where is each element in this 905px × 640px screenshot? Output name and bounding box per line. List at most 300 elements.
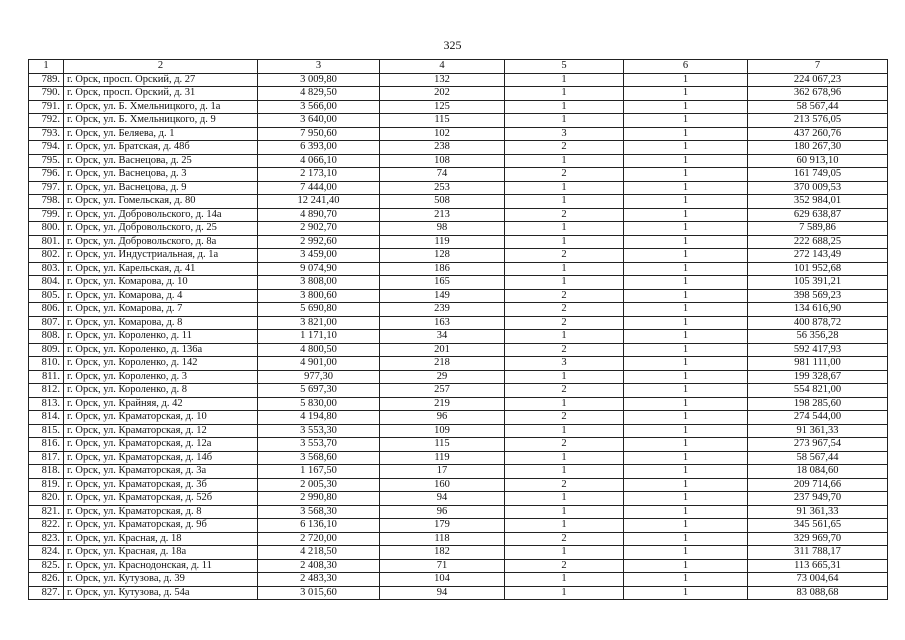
column-header-6: 6	[624, 60, 748, 74]
value-6: 1	[624, 465, 748, 479]
table-row	[29, 573, 888, 587]
value-5: 2	[505, 141, 624, 155]
amount-value: 91 361,33	[748, 424, 888, 438]
count-value: 74	[380, 168, 505, 182]
address: г. Орск, ул. Короленко, д. 11	[64, 330, 258, 344]
table-row	[29, 87, 888, 101]
value-6: 1	[624, 573, 748, 587]
value-5: 1	[505, 424, 624, 438]
address: г. Орск, ул. Короленко, д. 3	[64, 370, 258, 384]
value-6: 1	[624, 195, 748, 209]
row-number: 803.	[29, 262, 64, 276]
area-value: 1 167,50	[258, 465, 380, 479]
area-value: 4 066,10	[258, 154, 380, 168]
amount-value: 60 913,10	[748, 154, 888, 168]
value-5: 1	[505, 262, 624, 276]
row-number: 826.	[29, 573, 64, 587]
area-value: 3 553,70	[258, 438, 380, 452]
amount-value: 83 088,68	[748, 586, 888, 600]
value-6: 1	[624, 73, 748, 87]
value-6: 1	[624, 222, 748, 236]
table-row	[29, 303, 888, 317]
value-5: 1	[505, 397, 624, 411]
address: г. Орск, ул. Краматорская, д. 3б	[64, 478, 258, 492]
table-row	[29, 424, 888, 438]
amount-value: 199 328,67	[748, 370, 888, 384]
value-6: 1	[624, 276, 748, 290]
area-value: 1 171,10	[258, 330, 380, 344]
value-5: 2	[505, 289, 624, 303]
area-value: 6 136,10	[258, 519, 380, 533]
amount-value: 352 984,01	[748, 195, 888, 209]
row-number: 813.	[29, 397, 64, 411]
row-number: 804.	[29, 276, 64, 290]
row-number: 790.	[29, 87, 64, 101]
area-value: 2 990,80	[258, 492, 380, 506]
count-value: 163	[380, 316, 505, 330]
count-value: 96	[380, 505, 505, 519]
table-row	[29, 222, 888, 236]
value-6: 1	[624, 87, 748, 101]
count-value: 29	[380, 370, 505, 384]
count-value: 94	[380, 492, 505, 506]
area-value: 3 459,00	[258, 249, 380, 263]
row-number: 811.	[29, 370, 64, 384]
row-number: 802.	[29, 249, 64, 263]
row-number: 814.	[29, 411, 64, 425]
count-value: 125	[380, 100, 505, 114]
value-6: 1	[624, 505, 748, 519]
count-value: 202	[380, 87, 505, 101]
table-row	[29, 168, 888, 182]
value-6: 1	[624, 532, 748, 546]
row-number: 794.	[29, 141, 64, 155]
count-value: 34	[380, 330, 505, 344]
table-row	[29, 451, 888, 465]
row-number: 827.	[29, 586, 64, 600]
row-number: 795.	[29, 154, 64, 168]
table-row	[29, 478, 888, 492]
value-5: 2	[505, 316, 624, 330]
value-5: 1	[505, 505, 624, 519]
amount-value: 222 688,25	[748, 235, 888, 249]
table-row	[29, 330, 888, 344]
amount-value: 105 391,21	[748, 276, 888, 290]
amount-value: 437 260,76	[748, 127, 888, 141]
address: г. Орск, ул. Комарова, д. 7	[64, 303, 258, 317]
value-5: 1	[505, 114, 624, 128]
amount-value: 400 878,72	[748, 316, 888, 330]
row-number: 800.	[29, 222, 64, 236]
table-row	[29, 465, 888, 479]
area-value: 2 173,10	[258, 168, 380, 182]
count-value: 508	[380, 195, 505, 209]
count-value: 149	[380, 289, 505, 303]
amount-value: 398 569,23	[748, 289, 888, 303]
value-6: 1	[624, 316, 748, 330]
count-value: 119	[380, 235, 505, 249]
table-row	[29, 276, 888, 290]
value-6: 1	[624, 235, 748, 249]
area-value: 3 015,60	[258, 586, 380, 600]
area-value: 2 902,70	[258, 222, 380, 236]
count-value: 165	[380, 276, 505, 290]
table-row	[29, 492, 888, 506]
amount-value: 273 967,54	[748, 438, 888, 452]
address: г. Орск, ул. Краматорская, д. 8	[64, 505, 258, 519]
value-5: 3	[505, 127, 624, 141]
table-row	[29, 141, 888, 155]
value-5: 1	[505, 195, 624, 209]
table-row	[29, 316, 888, 330]
amount-value: 362 678,96	[748, 87, 888, 101]
address: г. Орск, ул. Краматорская, д. 3а	[64, 465, 258, 479]
count-value: 186	[380, 262, 505, 276]
amount-value: 981 111,00	[748, 357, 888, 371]
value-5: 2	[505, 478, 624, 492]
address: г. Орск, ул. Красная, д. 18	[64, 532, 258, 546]
count-value: 119	[380, 451, 505, 465]
value-6: 1	[624, 492, 748, 506]
row-number: 806.	[29, 303, 64, 317]
count-value: 257	[380, 384, 505, 398]
address: г. Орск, ул. Васнецова, д. 3	[64, 168, 258, 182]
address: г. Орск, ул. Индустриальная, д. 1а	[64, 249, 258, 263]
amount-value: 161 749,05	[748, 168, 888, 182]
count-value: 96	[380, 411, 505, 425]
value-6: 1	[624, 370, 748, 384]
row-number: 815.	[29, 424, 64, 438]
row-number: 797.	[29, 181, 64, 195]
count-value: 94	[380, 586, 505, 600]
value-5: 1	[505, 222, 624, 236]
address: г. Орск, ул. Добровольского, д. 8а	[64, 235, 258, 249]
amount-value: 101 952,68	[748, 262, 888, 276]
area-value: 4 901,00	[258, 357, 380, 371]
column-header-3: 3	[258, 60, 380, 74]
area-value: 2 408,30	[258, 559, 380, 573]
count-value: 17	[380, 465, 505, 479]
value-5: 1	[505, 235, 624, 249]
value-6: 1	[624, 451, 748, 465]
address: г. Орск, ул. Короленко, д. 136а	[64, 343, 258, 357]
table-row	[29, 357, 888, 371]
amount-value: 554 821,00	[748, 384, 888, 398]
table-row	[29, 411, 888, 425]
area-value: 2 483,30	[258, 573, 380, 587]
count-value: 104	[380, 573, 505, 587]
amount-value: 56 356,28	[748, 330, 888, 344]
row-number: 808.	[29, 330, 64, 344]
row-number: 796.	[29, 168, 64, 182]
amount-value: 370 009,53	[748, 181, 888, 195]
table-row	[29, 114, 888, 128]
amount-value: 329 969,70	[748, 532, 888, 546]
row-number: 822.	[29, 519, 64, 533]
area-value: 7 950,60	[258, 127, 380, 141]
count-value: 115	[380, 114, 505, 128]
table-row	[29, 289, 888, 303]
table-row	[29, 262, 888, 276]
value-6: 1	[624, 168, 748, 182]
table-row	[29, 235, 888, 249]
table-row	[29, 397, 888, 411]
value-5: 1	[505, 87, 624, 101]
count-value: 128	[380, 249, 505, 263]
amount-value: 7 589,86	[748, 222, 888, 236]
area-value: 5 690,80	[258, 303, 380, 317]
row-number: 819.	[29, 478, 64, 492]
count-value: 239	[380, 303, 505, 317]
address: г. Орск, ул. Краматорская, д. 12а	[64, 438, 258, 452]
value-5: 1	[505, 73, 624, 87]
row-number: 824.	[29, 546, 64, 560]
housing-registry-table	[28, 59, 888, 600]
value-5: 1	[505, 451, 624, 465]
address: г. Орск, ул. Кутузова, д. 39	[64, 573, 258, 587]
row-number: 792.	[29, 114, 64, 128]
amount-value: 180 267,30	[748, 141, 888, 155]
count-value: 118	[380, 532, 505, 546]
row-number: 801.	[29, 235, 64, 249]
value-5: 1	[505, 276, 624, 290]
value-5: 2	[505, 411, 624, 425]
value-5: 3	[505, 357, 624, 371]
amount-value: 113 665,31	[748, 559, 888, 573]
value-6: 1	[624, 141, 748, 155]
row-number: 805.	[29, 289, 64, 303]
value-5: 2	[505, 438, 624, 452]
value-6: 1	[624, 438, 748, 452]
row-number: 798.	[29, 195, 64, 209]
amount-value: 91 361,33	[748, 505, 888, 519]
area-value: 12 241,40	[258, 195, 380, 209]
count-value: 238	[380, 141, 505, 155]
area-value: 2 005,30	[258, 478, 380, 492]
amount-value: 73 004,64	[748, 573, 888, 587]
amount-value: 134 616,90	[748, 303, 888, 317]
value-5: 2	[505, 559, 624, 573]
row-number: 820.	[29, 492, 64, 506]
area-value: 3 568,30	[258, 505, 380, 519]
area-value: 3 821,00	[258, 316, 380, 330]
column-header-7: 7	[748, 60, 888, 74]
amount-value: 592 417,93	[748, 343, 888, 357]
value-6: 1	[624, 289, 748, 303]
value-6: 1	[624, 357, 748, 371]
row-number: 818.	[29, 465, 64, 479]
amount-value: 629 638,87	[748, 208, 888, 222]
table-row	[29, 73, 888, 87]
table-row	[29, 505, 888, 519]
amount-value: 224 067,23	[748, 73, 888, 87]
address: г. Орск, ул. Васнецова, д. 9	[64, 181, 258, 195]
address: г. Орск, ул. Б. Хмельницкого, д. 9	[64, 114, 258, 128]
value-5: 1	[505, 586, 624, 600]
table-row	[29, 559, 888, 573]
row-number: 809.	[29, 343, 64, 357]
table-row	[29, 384, 888, 398]
row-number: 812.	[29, 384, 64, 398]
row-number: 821.	[29, 505, 64, 519]
row-number: 793.	[29, 127, 64, 141]
table-row	[29, 154, 888, 168]
row-number: 823.	[29, 532, 64, 546]
column-header-2: 2	[64, 60, 258, 74]
value-5: 2	[505, 532, 624, 546]
table-row	[29, 100, 888, 114]
value-5: 2	[505, 168, 624, 182]
amount-value: 274 544,00	[748, 411, 888, 425]
value-5: 1	[505, 154, 624, 168]
row-number: 791.	[29, 100, 64, 114]
row-number: 825.	[29, 559, 64, 573]
table-row	[29, 343, 888, 357]
value-5: 1	[505, 573, 624, 587]
value-6: 1	[624, 330, 748, 344]
table-row	[29, 195, 888, 209]
count-value: 219	[380, 397, 505, 411]
page-number: 325	[443, 38, 462, 52]
count-value: 71	[380, 559, 505, 573]
value-6: 1	[624, 559, 748, 573]
value-6: 1	[624, 114, 748, 128]
value-6: 1	[624, 127, 748, 141]
amount-value: 345 561,65	[748, 519, 888, 533]
area-value: 3 800,60	[258, 289, 380, 303]
value-6: 1	[624, 546, 748, 560]
address: г. Орск, ул. Короленко, д. 8	[64, 384, 258, 398]
table-row	[29, 586, 888, 600]
count-value: 108	[380, 154, 505, 168]
address: г. Орск, ул. Беляева, д. 1	[64, 127, 258, 141]
row-number: 817.	[29, 451, 64, 465]
area-value: 5 830,00	[258, 397, 380, 411]
count-value: 160	[380, 478, 505, 492]
amount-value: 272 143,49	[748, 249, 888, 263]
count-value: 182	[380, 546, 505, 560]
row-number: 789.	[29, 73, 64, 87]
value-6: 1	[624, 154, 748, 168]
address: г. Орск, ул. Краснодонская, д. 11	[64, 559, 258, 573]
value-6: 1	[624, 303, 748, 317]
area-value: 4 829,50	[258, 87, 380, 101]
address: г. Орск, просп. Орский, д. 31	[64, 87, 258, 101]
area-value: 3 566,00	[258, 100, 380, 114]
count-value: 218	[380, 357, 505, 371]
address: г. Орск, ул. Васнецова, д. 25	[64, 154, 258, 168]
table-row	[29, 532, 888, 546]
value-6: 1	[624, 397, 748, 411]
count-value: 98	[380, 222, 505, 236]
value-6: 1	[624, 100, 748, 114]
value-5: 1	[505, 330, 624, 344]
row-number: 807.	[29, 316, 64, 330]
value-5: 1	[505, 492, 624, 506]
amount-value: 198 285,60	[748, 397, 888, 411]
address: г. Орск, ул. Короленко, д. 142	[64, 357, 258, 371]
value-6: 1	[624, 262, 748, 276]
value-6: 1	[624, 249, 748, 263]
amount-value: 18 084,60	[748, 465, 888, 479]
value-5: 2	[505, 343, 624, 357]
area-value: 7 444,00	[258, 181, 380, 195]
header-row	[29, 60, 888, 74]
table-row	[29, 519, 888, 533]
count-value: 115	[380, 438, 505, 452]
address: г. Орск, ул. Гомельская, д. 80	[64, 195, 258, 209]
table-body	[29, 73, 888, 600]
amount-value: 58 567,44	[748, 100, 888, 114]
address: г. Орск, ул. Краматорская, д. 12	[64, 424, 258, 438]
address: г. Орск, ул. Б. Хмельницкого, д. 1а	[64, 100, 258, 114]
value-6: 1	[624, 424, 748, 438]
value-6: 1	[624, 384, 748, 398]
address: г. Орск, ул. Добровольского, д. 14а	[64, 208, 258, 222]
address: г. Орск, ул. Добровольского, д. 25	[64, 222, 258, 236]
address: г. Орск, ул. Красная, д. 18а	[64, 546, 258, 560]
table-row	[29, 208, 888, 222]
address: г. Орск, ул. Краматорская, д. 10	[64, 411, 258, 425]
count-value: 179	[380, 519, 505, 533]
area-value: 977,30	[258, 370, 380, 384]
area-value: 3 640,00	[258, 114, 380, 128]
table-row	[29, 127, 888, 141]
area-value: 3 568,60	[258, 451, 380, 465]
table-row	[29, 438, 888, 452]
value-5: 1	[505, 546, 624, 560]
value-6: 1	[624, 411, 748, 425]
address: г. Орск, ул. Краматорская, д. 9б	[64, 519, 258, 533]
value-5: 1	[505, 465, 624, 479]
row-number: 799.	[29, 208, 64, 222]
column-header-4: 4	[380, 60, 505, 74]
address: г. Орск, ул. Крайняя, д. 42	[64, 397, 258, 411]
area-value: 3 808,00	[258, 276, 380, 290]
address: г. Орск, ул. Комарова, д. 8	[64, 316, 258, 330]
table-header	[29, 60, 888, 74]
area-value: 4 194,80	[258, 411, 380, 425]
value-6: 1	[624, 343, 748, 357]
area-value: 4 218,50	[258, 546, 380, 560]
value-6: 1	[624, 478, 748, 492]
amount-value: 58 567,44	[748, 451, 888, 465]
area-value: 5 697,30	[258, 384, 380, 398]
count-value: 213	[380, 208, 505, 222]
address: г. Орск, ул. Краматорская, д. 14б	[64, 451, 258, 465]
address: г. Орск, ул. Карельская, д. 41	[64, 262, 258, 276]
table-row	[29, 181, 888, 195]
value-5: 2	[505, 249, 624, 263]
value-5: 1	[505, 100, 624, 114]
value-5: 2	[505, 303, 624, 317]
value-5: 2	[505, 208, 624, 222]
value-6: 1	[624, 208, 748, 222]
address: г. Орск, ул. Кутузова, д. 54а	[64, 586, 258, 600]
address: г. Орск, ул. Братская, д. 48б	[64, 141, 258, 155]
count-value: 132	[380, 73, 505, 87]
row-number: 816.	[29, 438, 64, 452]
amount-value: 209 714,66	[748, 478, 888, 492]
table-row	[29, 370, 888, 384]
value-6: 1	[624, 181, 748, 195]
column-header-1: 1	[29, 60, 64, 74]
area-value: 4 800,50	[258, 343, 380, 357]
row-number: 810.	[29, 357, 64, 371]
amount-value: 311 788,17	[748, 546, 888, 560]
area-value: 9 074,90	[258, 262, 380, 276]
value-5: 1	[505, 181, 624, 195]
